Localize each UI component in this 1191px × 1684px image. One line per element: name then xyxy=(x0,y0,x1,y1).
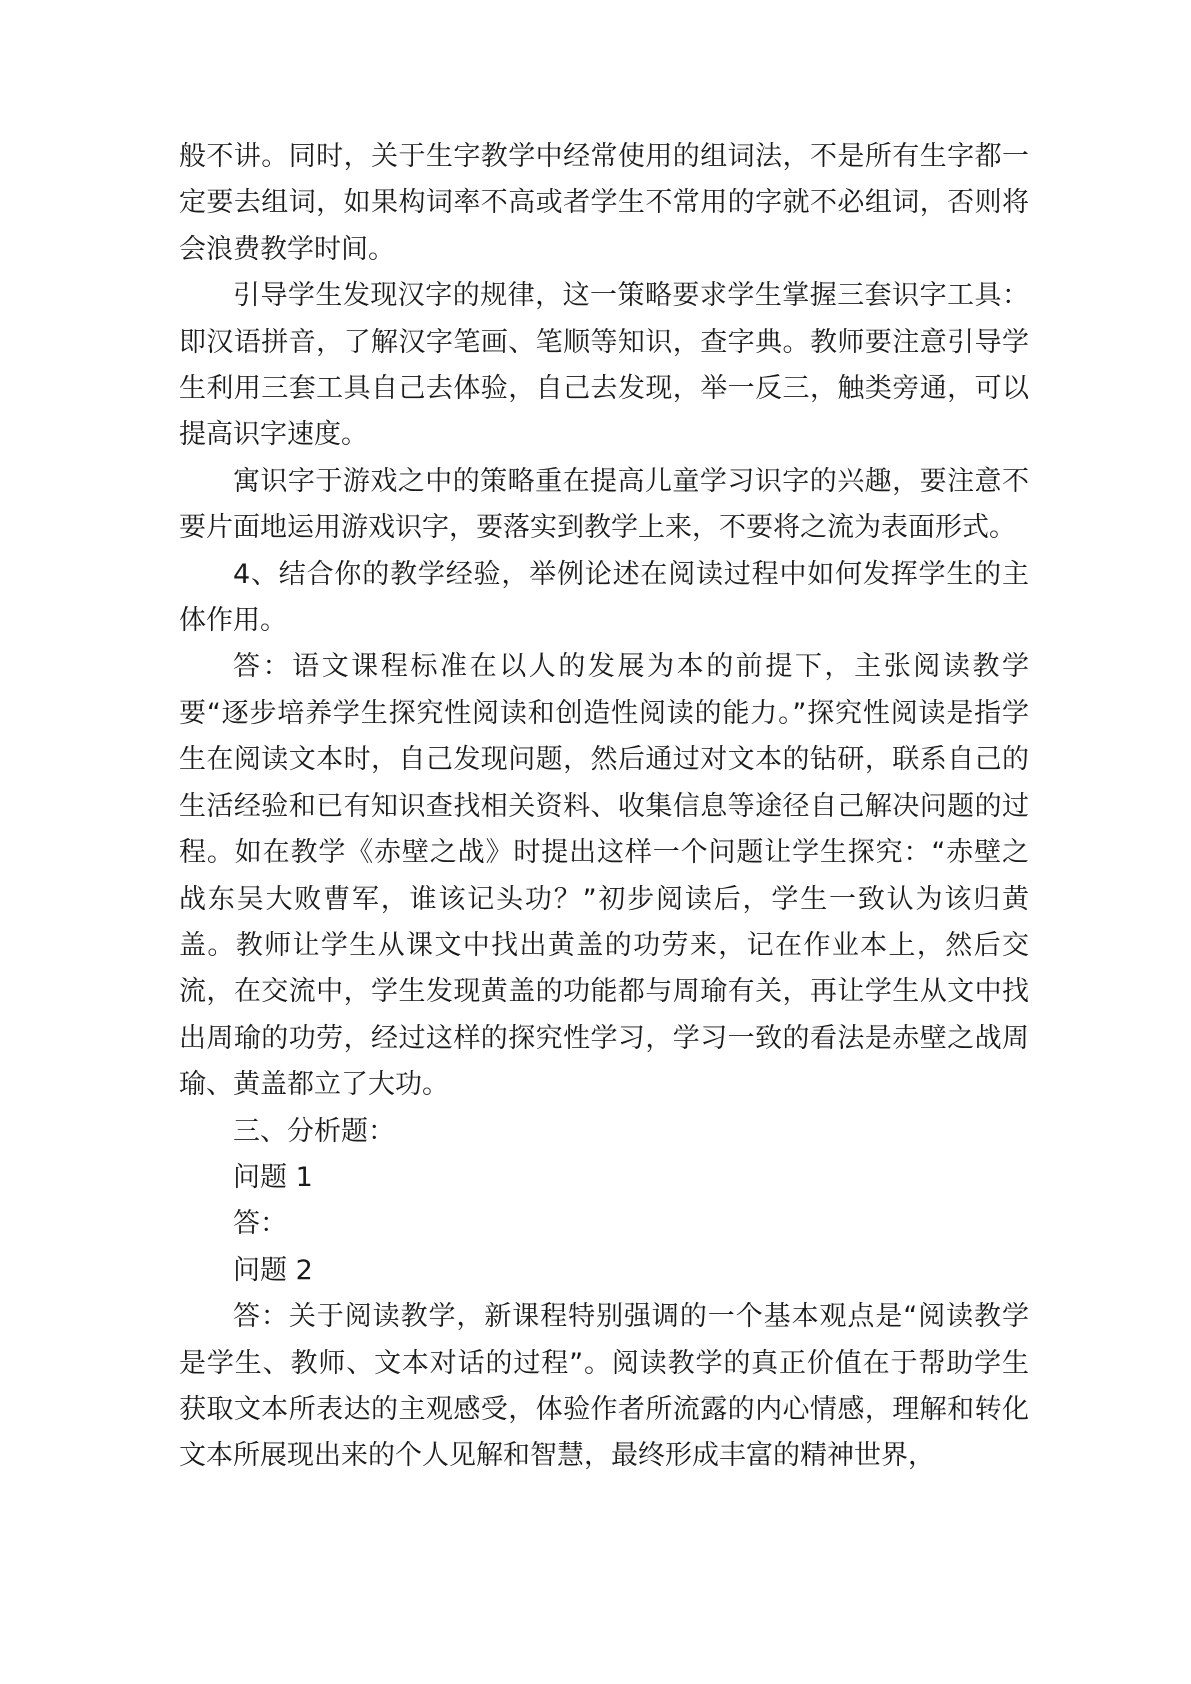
question-4: 4、结合你的教学经验，举例论述在阅读过程中如何发挥学生的主体作用。 xyxy=(179,558,1029,637)
question-2-label: 问题 2 xyxy=(233,1254,313,1286)
section-heading-analysis: 三、分析题： xyxy=(233,1115,395,1147)
paragraph-strategy-games: 寓识字于游戏之中的策略重在提高儿童学习识字的兴趣，要注意不要片面地运用游戏识字，要落实到教学上来，不要将之流为表面形式。 xyxy=(179,465,1029,544)
question-1-label: 问题 1 xyxy=(233,1161,313,1193)
paragraph-strategy-rules: 引导学生发现汉字的规律，这一策略要求学生掌握三套识字工具：即汉语拼音，了解汉字笔画、笔顺等知识，查字典。教师要注意引导学生利用三套工具自己去体验，自己去发现，举一反三，触类旁通，可以提高识字速度。 xyxy=(179,280,1029,451)
answer-2: 答：关于阅读教学，新课程特别强调的一个基本观点是“阅读教学是学生、教师、文本对话的过程”。阅读教学的真正价值在于帮助学生获取文本所表达的主观感受，体验作者所流露的内心情感，理解和转化文本所展现出来的个人见解和智慧，最终形成丰富的精神世界， xyxy=(179,1301,1029,1472)
answer-1-label: 答： xyxy=(233,1208,287,1240)
answer-4: 答：语文课程标准在以人的发展为本的前提下，主张阅读教学要“逐步培养学生探究性阅读和创造性阅读的能力。”探究性阅读是指学生在阅读文本时，自己发现问题，然后通过对文本的钻研，联系自己的生活经验和已有知识查找相关资料、收集信息等途径自己解决问题的过程。如在教学《赤壁之战》时提出这样一个问题让学生探究：“赤壁之战东吴大败曹军，谁该记头功？”初步阅读后，学生一致认为该归黄盖。教师让学生从课文中找出黄盖的功劳来，记在作业本上，然后交流，在交流中，学生发现黄盖的功能都与周瑜有关，再让学生从文中找出周瑜的功劳，经过这样的探究性学习，学习一致的看法是赤壁之战周瑜、黄盖都立了大功。 xyxy=(179,651,1029,1101)
paragraph-continuation: 般不讲。同时，关于生字教学中经常使用的组词法，不是所有生字都一定要去组词，如果构词率不高或者学生不常用的字就不必组词，否则将会浪费教学时间。 xyxy=(179,141,1029,265)
document-body xyxy=(179,134,1029,1480)
